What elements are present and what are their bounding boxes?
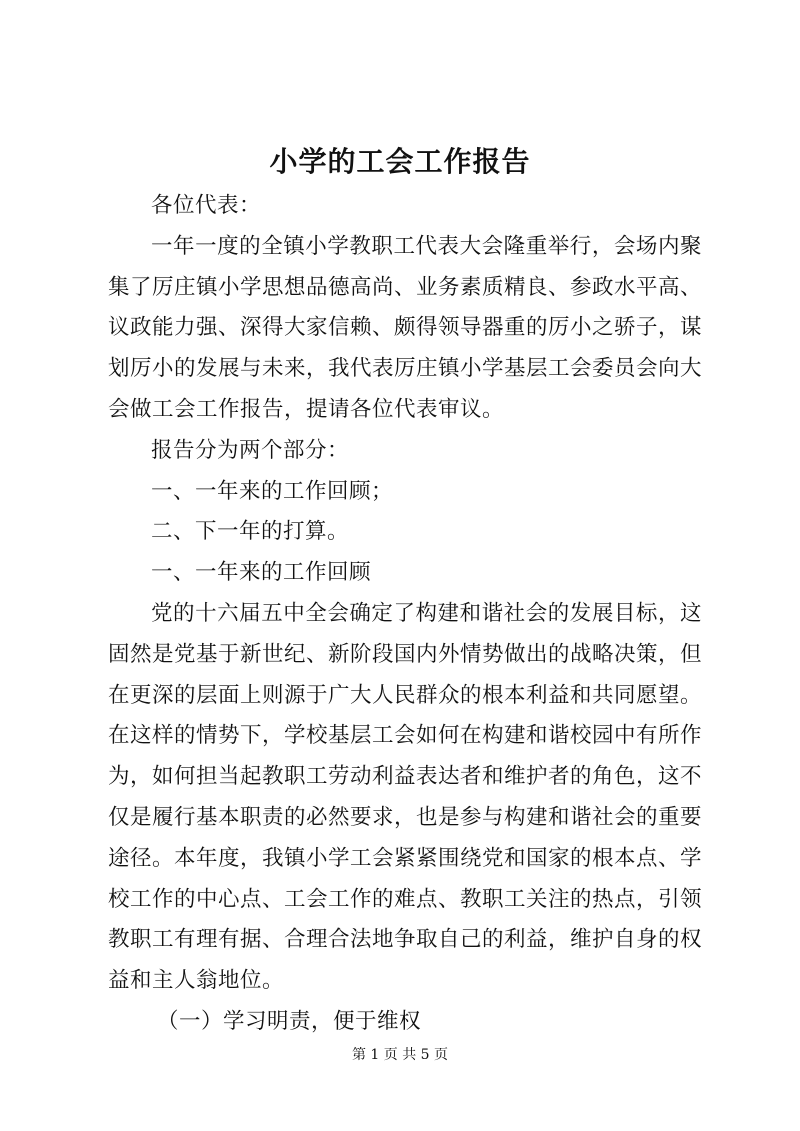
salutation-paragraph: 各位代表： (151, 193, 262, 218)
page-footer: 第 1 页 共 5 页 (351, 1047, 449, 1063)
outline-item-1: 一、一年来的工作回顾； (151, 478, 394, 504)
intro-paragraph: 一年一度的全镇小学教职工代表大会隆重举行，会场内聚集了厉庄镇小学思想品德高尚、业务素质精良、参政水平高、议政能力强、深得大家信赖、颇得领导器重的厉小之骄子，谋划厉小的发展与未来，我代表厉庄镇小学基层工会委员会向大会做工会工作报告，提请各位代表审议。 (108, 233, 703, 422)
document-body (108, 186, 702, 1043)
section-body-paragraph: 党的十六届五中全会确定了构建和谐社会的发展目标，这固然是党基于新世纪、新阶段国内外情势做出的战略决策，但在更深的层面上则源于广大人民群众的根本利益和共同愿望。在这样的情势下，学校基层工会如何在构建和谐校园中有所作为，如何担当起教职工劳动利益表达者和维护者的角色，这不仅是履行基本职责的必然要求，也是参与构建和谐社会的重要途径。本年度，我镇小学工会紧紧围绕党和国家的根本点、学校工作的中心点、工会工作的难点、教职工关注的热点，引领教职工有理有据、合理合法地争取自己的利益，维护自身的权益和主人翁地位。 (108, 600, 703, 994)
document-title: 小学的工会工作报告 (269, 145, 531, 178)
outline-intro-paragraph: 报告分为两个部分： (151, 437, 350, 463)
section-heading: 一、一年来的工作回顾 (151, 560, 372, 586)
subsection-heading: （一）学习明责，便于维权 (157, 1008, 422, 1034)
outline-item-2: 二、下一年的打算。 (151, 519, 350, 545)
